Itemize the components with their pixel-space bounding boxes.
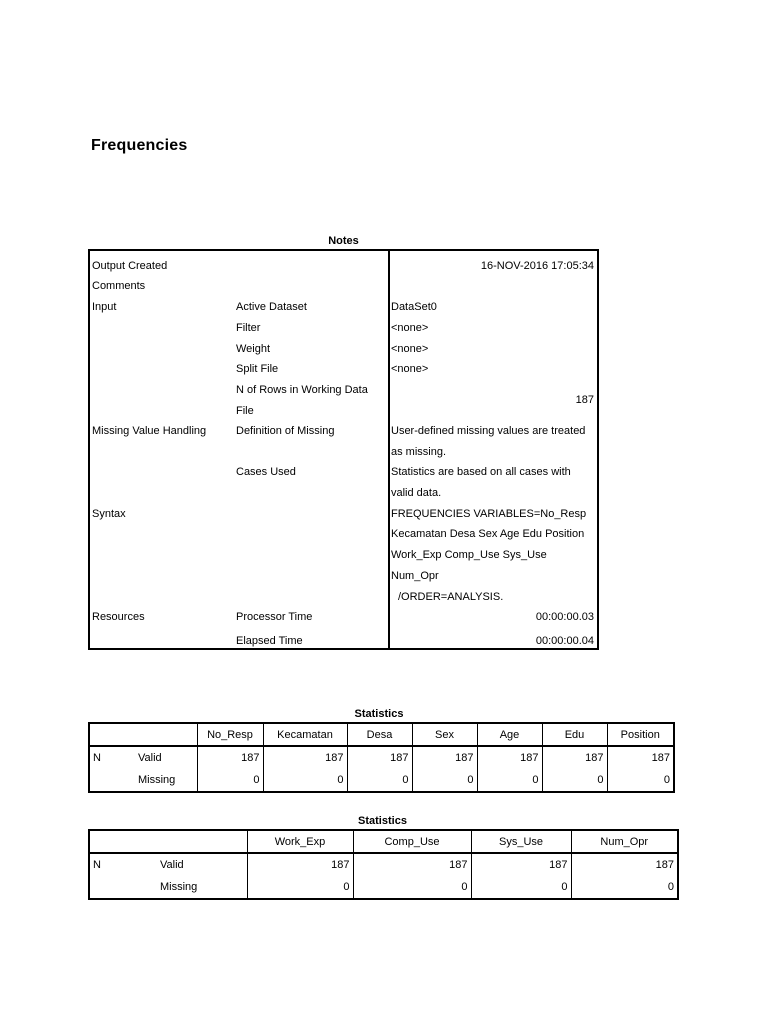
comments-label: Comments [92,280,146,292]
processor-time-label: Processor Time [236,611,313,623]
valid-value: 187 [607,746,674,769]
missing-label: Missing [135,769,197,792]
missing-label: Missing [157,876,247,899]
column-header: Sex [412,723,477,746]
table-row [89,876,678,899]
n-rows-label-line1: N of Rows in Working Data [236,384,368,396]
n-label: N [93,859,101,871]
elapsed-time-value: 00:00:00.04 [535,635,594,647]
statistics-table-1 [88,722,675,793]
valid-value: 187 [263,746,347,769]
valid-value: 187 [412,746,477,769]
valid-value: 187 [197,746,263,769]
missing-value: 0 [471,876,571,899]
cases-used-value-line2: valid data. [391,487,442,499]
column-header: No_Resp [197,723,263,746]
column-header: Comp_Use [353,830,471,853]
column-header: Position [607,723,674,746]
missing-value: 0 [607,769,674,792]
active-dataset-value: DataSet0 [391,301,437,313]
statistics-caption-2: Statistics [358,815,407,827]
missing-value: 0 [347,769,412,792]
syntax-line2: Kecamatan Desa Sex Age Edu Position [391,528,585,540]
missing-value: 0 [412,769,477,792]
valid-value: 187 [477,746,542,769]
page-title: Frequencies [91,137,188,154]
valid-value: 187 [347,746,412,769]
table-row [89,769,674,792]
valid-label: Valid [157,853,247,876]
notes-caption: Notes [328,235,359,247]
weight-label: Weight [236,343,271,355]
valid-value: 187 [571,853,678,876]
valid-value: 187 [247,853,353,876]
active-dataset-label: Active Dataset [236,301,307,313]
missing-value: 0 [571,876,678,899]
syntax-line1: FREQUENCIES VARIABLES=No_Resp [391,508,587,520]
statistics-table-2 [88,829,679,900]
missing-value: 0 [197,769,263,792]
column-header: Age [477,723,542,746]
notes-table [88,249,599,650]
statistics-caption-1: Statistics [354,708,404,720]
notes-divider [388,251,390,648]
processor-time-value: 00:00:00.03 [535,611,594,623]
missing-value: 0 [263,769,347,792]
split-file-label: Split File [236,363,279,375]
definition-of-missing-label: Definition of Missing [236,425,335,437]
output-created-value: 16-NOV-2016 17:05:34 [480,260,594,272]
missing-value: 0 [542,769,607,792]
column-header: Sys_Use [471,830,571,853]
syntax-label: Syntax [92,508,126,520]
n-rows-label-line2: File [236,405,254,417]
missing-value: 0 [477,769,542,792]
column-header: Work_Exp [247,830,353,853]
split-file-value: <none> [391,363,429,375]
filter-label: Filter [236,322,261,334]
output-created-label: Output Created [92,260,168,272]
cases-used-value-line1: Statistics are based on all cases with [391,466,571,478]
column-header: Edu [542,723,607,746]
syntax-line5: /ORDER=ANALYSIS. [398,591,504,603]
column-header: Kecamatan [263,723,347,746]
corner-cell [89,830,247,853]
column-header: Num_Opr [571,830,678,853]
table-row [89,746,674,769]
table-row [89,853,678,876]
missing-value-handling-label: Missing Value Handling [92,425,207,437]
syntax-line3: Work_Exp Comp_Use Sys_Use [391,549,547,561]
syntax-line4: Num_Opr [391,570,439,582]
missing-value: 0 [353,876,471,899]
valid-value: 187 [353,853,471,876]
resources-label: Resources [92,611,145,623]
definition-of-missing-value-line1: User-defined missing values are treated [391,425,586,437]
valid-value: 187 [471,853,571,876]
input-label: Input [92,301,117,313]
valid-label: Valid [135,746,197,769]
column-header: Desa [347,723,412,746]
n-label: N [93,752,101,764]
valid-value: 187 [542,746,607,769]
weight-value: <none> [391,343,429,355]
filter-value: <none> [391,322,429,334]
n-rows-value: 187 [575,394,594,406]
elapsed-time-label: Elapsed Time [236,635,303,647]
definition-of-missing-value-line2: as missing. [391,446,447,458]
corner-cell [89,723,197,746]
missing-value: 0 [247,876,353,899]
cases-used-label: Cases Used [236,466,296,478]
